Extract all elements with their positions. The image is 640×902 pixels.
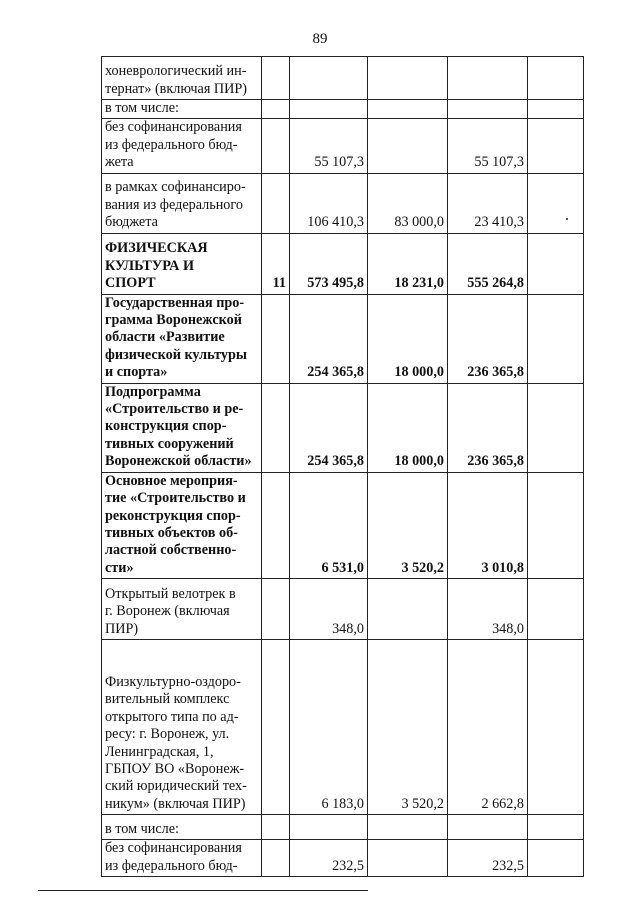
row-description: ФИЗИЧЕСКАЯ КУЛЬТУРА И СПОРТ (102, 233, 262, 294)
row-regional-amount: 23 410,3 (448, 173, 528, 233)
table-row (102, 294, 584, 383)
row-extra-amount (528, 579, 584, 640)
row-extra-amount (528, 383, 584, 472)
row-extra-amount (528, 233, 584, 294)
row-extra-amount (528, 119, 584, 173)
table-row (102, 173, 584, 233)
table-row (102, 57, 584, 100)
row-federal-amount: 3 520,2 (368, 640, 448, 815)
row-description: Физкультурно-оздоро- вительный комплекс открытого типа по ад- ресу: г. Воронеж, ул. Ленинградская, 1, ГБПОУ ВО «Воронеж- ский юридический тех- никум» (включая ПИР) (102, 640, 262, 815)
row-total-amount: 348,0 (290, 579, 368, 640)
row-extra-amount (528, 472, 584, 578)
row-federal-amount (368, 840, 448, 877)
row-federal-amount: 18 000,0 (368, 294, 448, 383)
row-total-amount: 573 495,8 (290, 233, 368, 294)
row-section-code (262, 640, 290, 815)
row-extra-amount (528, 815, 584, 840)
row-federal-amount (368, 119, 448, 173)
row-section-code (262, 840, 290, 877)
row-description: Подпрограмма «Строительство и ре- конструкция спор- тивных сооружений Воронежской области» (102, 383, 262, 472)
row-extra-amount (528, 840, 584, 877)
row-regional-amount: 232,5 (448, 840, 528, 877)
table-row (102, 233, 584, 294)
row-total-amount: 254 365,8 (290, 294, 368, 383)
scan-speck (566, 218, 568, 220)
row-federal-amount: 18 231,0 (368, 233, 448, 294)
row-section-code (262, 472, 290, 578)
table-row (102, 472, 584, 578)
row-total-amount (290, 100, 368, 119)
row-extra-amount (528, 57, 584, 100)
table-row (102, 100, 584, 119)
row-regional-amount: 3 010,8 (448, 472, 528, 578)
row-total-amount: 254 365,8 (290, 383, 368, 472)
row-description: Государственная про- грамма Воронежской области «Развитие физической культуры и спорта» (102, 294, 262, 383)
table-row (102, 815, 584, 840)
row-section-code (262, 57, 290, 100)
row-description: Основное мероприя- тие «Строительство и реконструкция спор- тивных объектов об- ластной собственно- сти» (102, 472, 262, 578)
row-regional-amount: 236 365,8 (448, 294, 528, 383)
row-regional-amount: 555 264,8 (448, 233, 528, 294)
page-number: 89 (312, 31, 328, 47)
row-federal-amount (368, 815, 448, 840)
row-regional-amount (448, 57, 528, 100)
row-section-code (262, 294, 290, 383)
table-row (102, 119, 584, 173)
row-regional-amount: 348,0 (448, 579, 528, 640)
row-total-amount: 232,5 (290, 840, 368, 877)
row-regional-amount: 2 662,8 (448, 640, 528, 815)
row-total-amount: 106 410,3 (290, 173, 368, 233)
row-federal-amount: 18 000,0 (368, 383, 448, 472)
footer-rule (38, 890, 368, 891)
row-description: Открытый велотрек в г. Воронеж (включая ПИР) (102, 579, 262, 640)
row-section-code (262, 119, 290, 173)
row-section-code (262, 100, 290, 119)
row-description: в том числе: (102, 100, 262, 119)
row-section-code: 11 (262, 233, 290, 294)
row-federal-amount: 83 000,0 (368, 173, 448, 233)
row-total-amount: 55 107,3 (290, 119, 368, 173)
row-description: в том числе: (102, 815, 262, 840)
row-regional-amount (448, 100, 528, 119)
row-description: без софинансирования из федерального бюд- (102, 840, 262, 877)
row-federal-amount (368, 579, 448, 640)
row-extra-amount (528, 294, 584, 383)
row-federal-amount (368, 100, 448, 119)
row-total-amount: 6 531,0 (290, 472, 368, 578)
table-row (102, 640, 584, 815)
row-section-code (262, 173, 290, 233)
table-row (102, 840, 584, 877)
row-description: хоневрологический ин- тернат» (включая ПИР) (102, 57, 262, 100)
row-total-amount (290, 57, 368, 100)
row-regional-amount: 55 107,3 (448, 119, 528, 173)
row-regional-amount: 236 365,8 (448, 383, 528, 472)
budget-table (101, 56, 584, 877)
row-description: в рамках софинансиро- вания из федерального бюджета (102, 173, 262, 233)
row-federal-amount (368, 57, 448, 100)
row-regional-amount (448, 815, 528, 840)
row-description: без софинансирования из федерального бюд- жета (102, 119, 262, 173)
table-row (102, 579, 584, 640)
row-section-code (262, 383, 290, 472)
row-extra-amount (528, 173, 584, 233)
row-total-amount: 6 183,0 (290, 640, 368, 815)
row-section-code (262, 579, 290, 640)
row-extra-amount (528, 640, 584, 815)
row-section-code (262, 815, 290, 840)
row-extra-amount (528, 100, 584, 119)
table-row (102, 383, 584, 472)
row-federal-amount: 3 520,2 (368, 472, 448, 578)
row-total-amount (290, 815, 368, 840)
